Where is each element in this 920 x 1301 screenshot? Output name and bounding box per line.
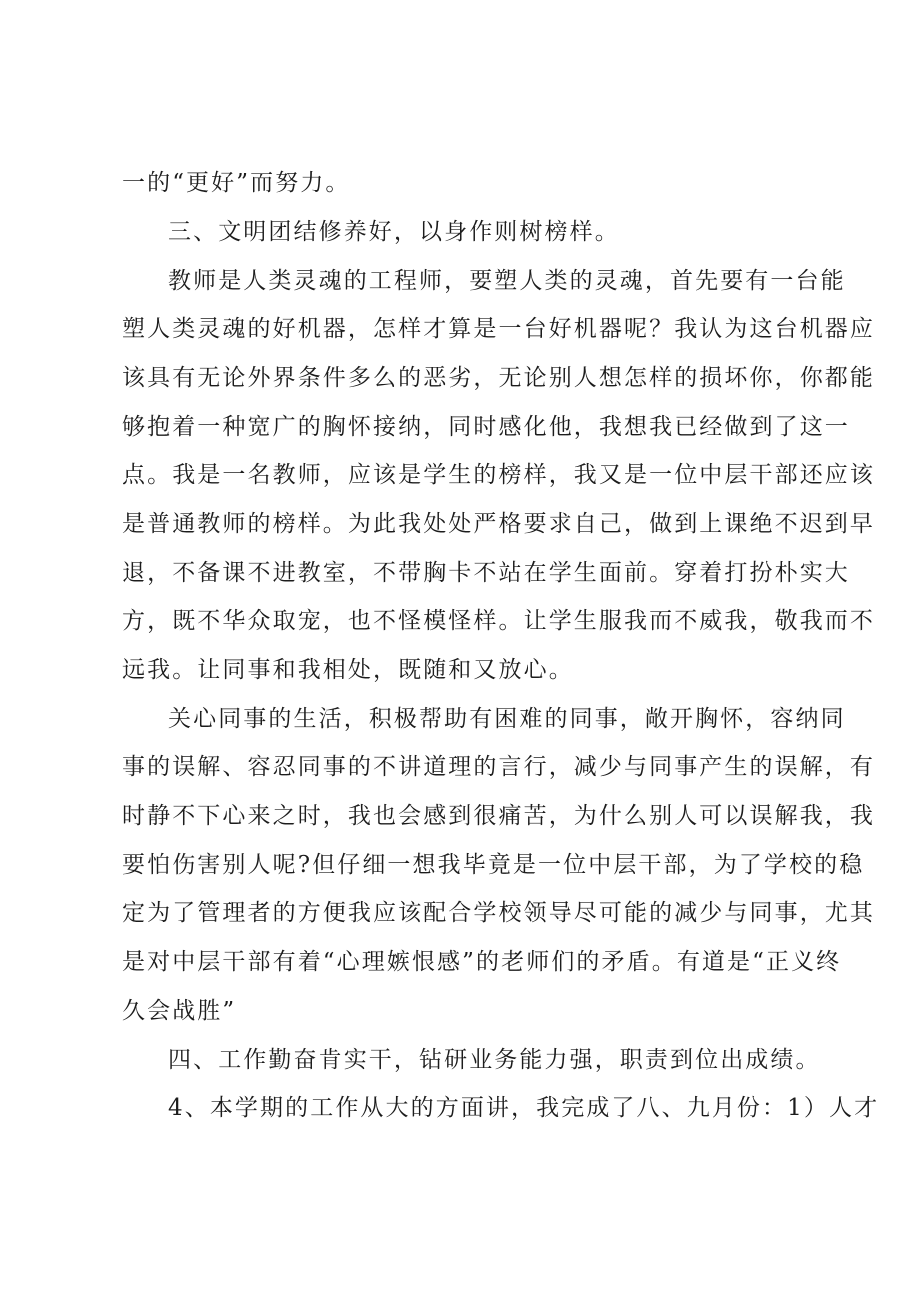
text-line: 是普通教师的榜样。为此我处处严格要求自己，做到上课绝不迟到早 bbox=[122, 511, 875, 537]
text-line: 久会战胜” bbox=[122, 998, 237, 1024]
text-line: 是对中层干部有着“心理嫉恨感”的老师们的矛盾。有道是“正义终 bbox=[122, 949, 842, 975]
text-line: 退，不备课不进教室，不带胸卡不站在学生面前。穿着打扮朴实大 bbox=[122, 560, 850, 586]
text-line: 关心同事的生活，积极帮助有困难的同事，敞开胸怀，容纳同 bbox=[168, 706, 846, 732]
text-line: 方，既不华众取宠，也不怪模怪样。让学生服我而不威我，敬我而不 bbox=[122, 608, 875, 634]
text-line: 一的“更好”而努力。 bbox=[122, 170, 351, 196]
text-line: 4、本学期的工作从大的方面讲，我完成了八、九月份：1）人才 bbox=[168, 1095, 880, 1121]
text-line: 时静不下心来之时，我也会感到很痛苦，为什么别人可以误解我，我 bbox=[122, 803, 875, 829]
text-line: 事的误解、容忍同事的不讲道理的言行，减少与同事产生的误解，有 bbox=[122, 754, 875, 780]
text-line: 够抱着一种宽广的胸怀接纳，同时感化他，我想我已经做到了这一 bbox=[122, 414, 850, 440]
text-line: 教师是人类灵魂的工程师，要塑人类的灵魂，首先要有一台能 bbox=[168, 268, 846, 294]
text-line: 点。我是一名教师，应该是学生的榜样，我又是一位中层干部还应该 bbox=[122, 462, 875, 488]
section-heading: 三、文明团结修养好，以身作则树榜样。 bbox=[168, 219, 620, 245]
section-heading: 四、工作勤奋肯实干，钻研业务能力强，职责到位出成绩。 bbox=[168, 1047, 821, 1073]
text-line: 塑人类灵魂的好机器，怎样才算是一台好机器呢？我认为这台机器应 bbox=[122, 316, 875, 342]
text-line: 该具有无论外界条件多么的恶劣，无论别人想怎样的损坏你，你都能 bbox=[122, 365, 875, 391]
text-line: 要怕伤害别人呢?但仔细一想我毕竟是一位中层干部，为了学校的稳 bbox=[122, 852, 865, 878]
text-line: 定为了管理者的方便我应该配合学校领导尽可能的减少与同事，尤其 bbox=[122, 900, 875, 926]
text-line: 远我。让同事和我相处，既随和又放心。 bbox=[122, 657, 574, 683]
